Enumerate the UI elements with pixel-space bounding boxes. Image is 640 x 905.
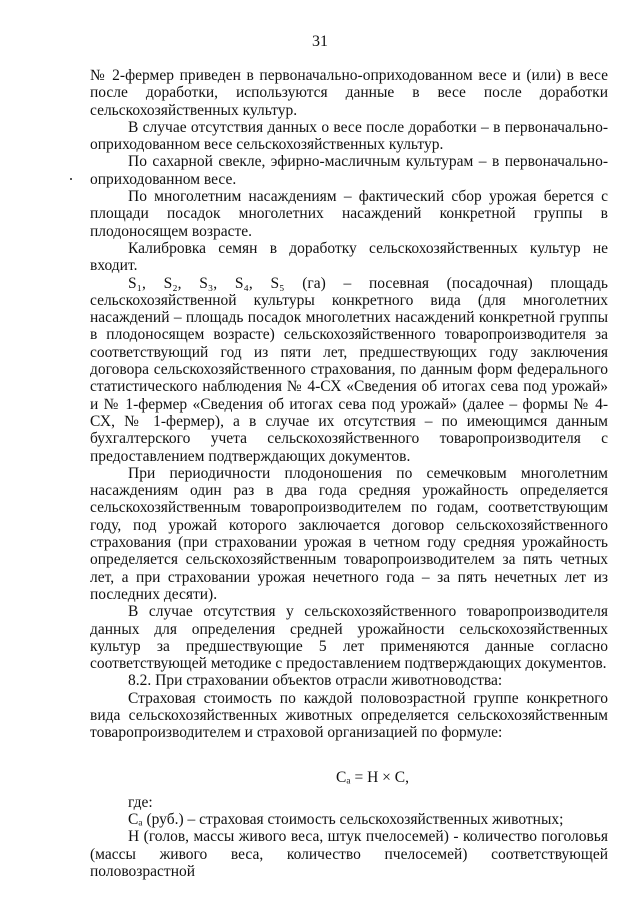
paragraph-fruiting-periodicity: При периодичности плодоношения по семечковым многолетним насаждениям один раз в два года средняя урожайность определяется сельскохозяйственным товаропроизводителем по годам, соответствующим году, под урожай которого заключается договор сельскохозяйственного страхования (при страховании урожая в четном году средняя урожайность определяется сельскохозяйственным товаропроизводителем за пять четных лет, а при страховании урожая нечетного года – за пять нечетных лет из последних десяти). xyxy=(90,464,608,603)
scan-mark xyxy=(70,178,72,180)
paragraph-continuation: № 2-фермер приведен в первоначально-оприходованном весе и (или) в весе после доработки, используются данные в весе после доработки сельскохозяйственных культур. xyxy=(90,67,608,119)
paragraph-seed-calibration: Калибровка семян в доработку сельскохозяйственных культур не входит. xyxy=(90,239,608,275)
section-heading-8-2: 8.2. При страховании объектов отрасли животноводства: xyxy=(128,672,503,690)
page-number: 31 xyxy=(312,33,328,50)
paragraph-area-definition: S₁, S₂, S₃, S₄, S₅ (га) – посевная (посадочная) площадь сельскохозяйственной культуры конкретного вида (для многолетних насаждений – площадь посадок многолетних насаждений конкретной группы в плодоносящем возрасте) сельскохозяйственного товаропроизводителя за соответствующий год из пяти лет, предшествующих году заключения договора сельскохозяйственного страхования, по данным форм федерального статистического наблюдения № 4-СХ «Сведения об итогах сева под урожай» и № 1-фермер «Сведения об итогах сева под урожай» (далее – формы № 4-СХ, № 1-фермер), а в случае их отсутствия – по имеющимся данным бухгалтерского учета сельскохозяйственного товаропроизводителя с предоставлением подтверждающих документов. xyxy=(90,274,608,465)
definition-h: H (голов, массы живого веса, штук пчелосемей) - количество поголовья (массы живого веса, количество пчелосемей) соответствующей половозрастной xyxy=(90,828,608,881)
where-label: где: xyxy=(128,793,153,811)
paragraph-insured-value: Страховая стоимость по каждой половозрастной группе конкретного вида сельскохозяйственных животных определяется сельскохозяйственным товаропроизводителем и страховой организацией по формуле: xyxy=(90,689,608,742)
definition-ca: Cₐ (руб.) – страховая стоимость сельскохозяйственных животных; xyxy=(128,811,564,829)
paragraph-perennial: По многолетним насаждениям – фактический сбор урожая берется с площади посадок многолетних насаждений конкретной группы в плодоносящем возрасте. xyxy=(90,188,608,240)
paragraph-missing-data: В случае отсутствия у сельскохозяйственного товаропроизводителя данных для определения средней урожайности сельскохозяйственных культур за предшествующие 5 лет применяются данные согласно соответствующей методике с предоставлением подтверждающих документов. xyxy=(90,603,608,673)
paragraph-no-weight-data: В случае отсутствия данных о весе после доработки – в первоначально-оприходованном весе сельскохозяйственных культур. xyxy=(90,118,608,154)
formula: Cₐ = H × C, xyxy=(336,768,409,786)
paragraph-sugar-beet: По сахарной свекле, эфирно-масличным культурам – в первоначально-оприходованном весе. xyxy=(90,153,608,188)
document-body xyxy=(90,67,608,880)
